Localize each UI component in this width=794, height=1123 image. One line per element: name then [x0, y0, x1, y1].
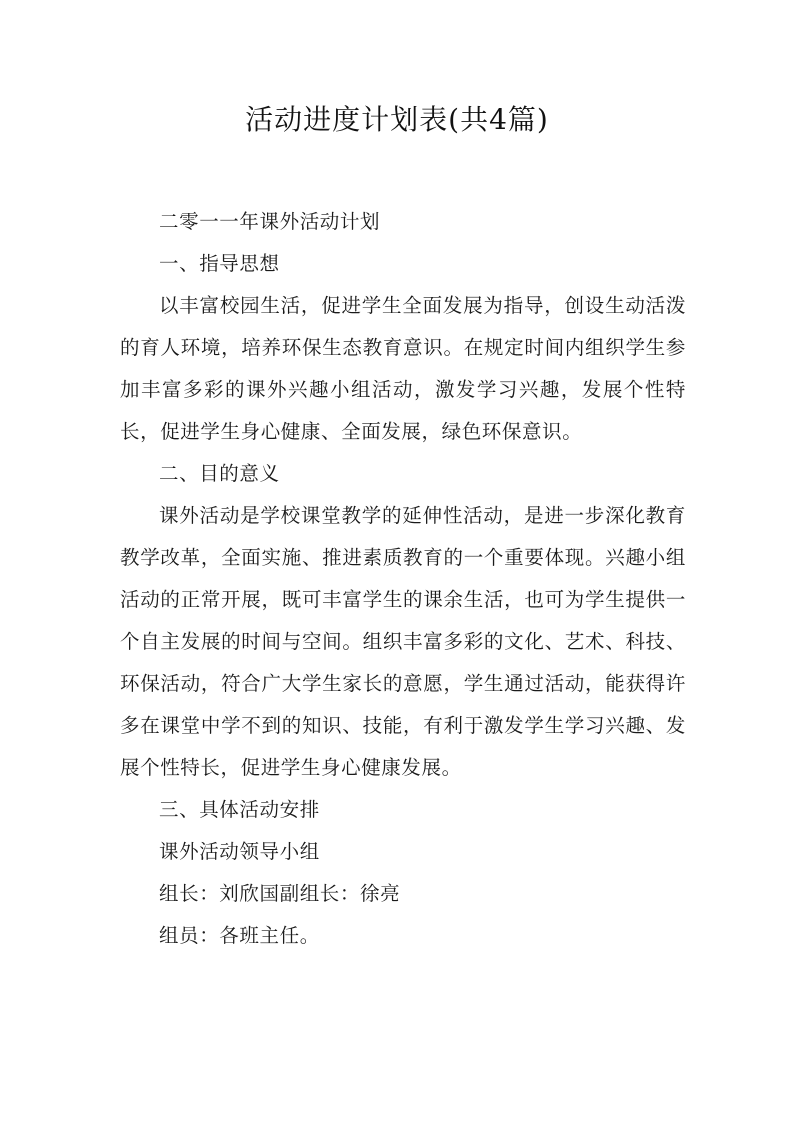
section-heading-arrangement: 三、具体活动安排 — [159, 798, 320, 821]
paragraph-purpose: 课外活动是学校课堂教学的延伸性活动，是进一步深化教育教学改革，全面实施、推进素质教育的一个重要体现。兴趣小组活动的正常开展，既可丰富学生的课余生活，也可为学生提供一个自主发展的时间与空间。组织丰富多彩的文化、艺术、科技、环保活动，符合广大学生家长的意愿，学生通过活动，能获得许多在课堂中学不到的知识、技能，有利于激发学生学习兴趣、发展个性特长，促进学生身心健康发展。 — [120, 504, 686, 779]
document-body — [120, 201, 686, 957]
paragraph-guiding-ideology: 以丰富校园生活，促进学生全面发展为指导，创设生动活泼的育人环境，培养环保生态教育意识。在规定时间内组织学生参加丰富多彩的课外兴趣小组活动，激发学习兴趣，发展个性特长，促进学生身心健康、全面发展，绿色环保意识。 — [120, 294, 686, 443]
plan-heading: 二零一一年课外活动计划 — [159, 210, 381, 233]
paragraph-leadership-group: 课外活动领导小组 — [159, 840, 320, 863]
document-title: 活动进度计划表(共4篇) — [245, 103, 549, 136]
paragraph-group-members: 组员：各班主任。 — [159, 924, 320, 947]
paragraph-group-leaders: 组长：刘欣国副组长：徐亮 — [159, 882, 401, 905]
section-heading-purpose: 二、目的意义 — [159, 462, 280, 485]
section-heading-guiding-ideology: 一、指导思想 — [159, 252, 280, 275]
